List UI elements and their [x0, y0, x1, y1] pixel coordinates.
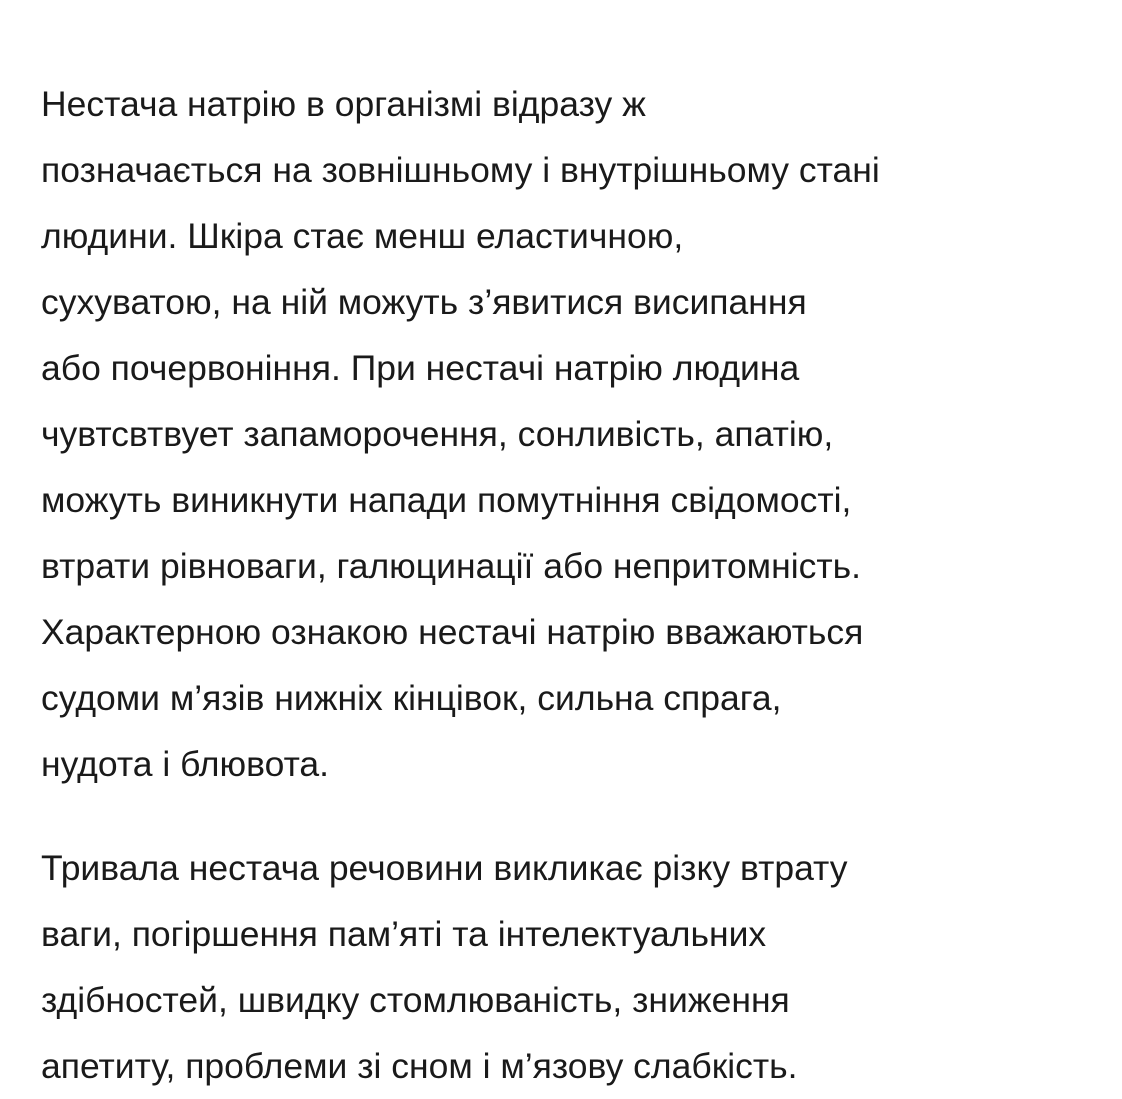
text-line	[41, 0, 1041, 33]
text-line: ваги, погіршення пам’яті та інтелектуальних	[41, 914, 767, 954]
text-line: Нестача натрію в організмі відразу ж	[41, 84, 646, 124]
text-line: Тривала нестача речовини викликає різку втрату	[41, 848, 848, 888]
text-line: здібностей, швидку стомлюваність, зниження	[41, 980, 790, 1020]
text-line: Характерною ознакою нестачі натрію вважаються	[41, 612, 864, 652]
text-line: нудота і блювота.	[41, 744, 330, 784]
text-line: позначається на зовнішньому і внутрішньому стані	[41, 150, 880, 190]
text-line: судоми м’язів нижніх кінцівок, сильна спрага,	[41, 678, 782, 718]
text-line: людини. Шкіра стає менш еластичною,	[41, 216, 684, 256]
article-body	[41, 0, 1041, 1099]
paragraph-long-term-deficiency	[41, 835, 1041, 1099]
text-line: чувтсвтвует запаморочення, сонливість, апатію,	[41, 414, 834, 454]
text-line: або почервоніння. При нестачі натрію людина	[41, 348, 800, 388]
paragraph-top-fragment	[41, 0, 1041, 33]
text-line: можуть виникнути напади помутніння свідомості,	[41, 480, 852, 520]
text-line: втрати рівноваги, галюцинації або непритомність.	[41, 546, 861, 586]
text-line: апетиту, проблеми зі сном і м’язову слабкість.	[41, 1046, 798, 1086]
text-line: сухуватою, на ній можуть з’явитися висипання	[41, 282, 807, 322]
paragraph-sodium-deficiency-symptoms	[41, 71, 1041, 797]
